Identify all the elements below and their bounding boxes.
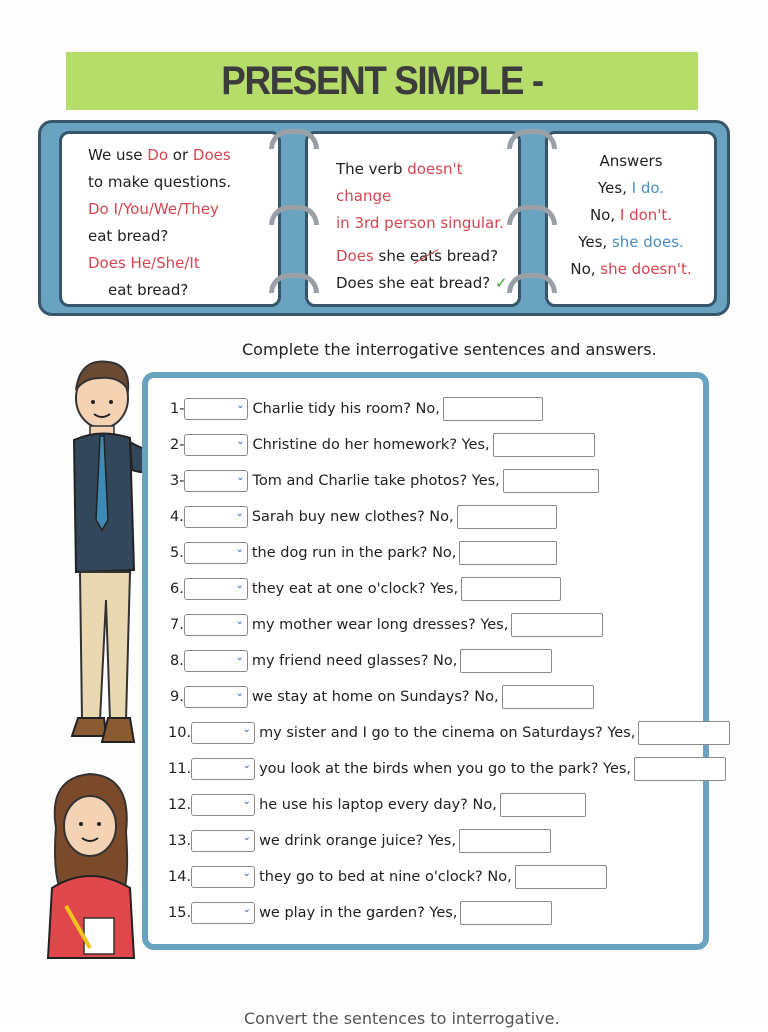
auxiliary-dropdown[interactable] bbox=[191, 722, 255, 744]
question-text: they go to bed at nine o'clock? No, bbox=[259, 869, 512, 885]
item-number: 14. bbox=[168, 869, 192, 885]
doesnt-change-text: doesn't change bbox=[336, 160, 463, 205]
answer-input[interactable] bbox=[457, 505, 557, 529]
exercise-item bbox=[170, 432, 595, 458]
answer-input[interactable] bbox=[502, 685, 594, 709]
question-text: Sarah buy new clothes? No, bbox=[251, 509, 454, 525]
chevron-down-icon[interactable]: ⌄ bbox=[242, 760, 252, 771]
chevron-down-icon[interactable]: ⌄ bbox=[235, 616, 244, 627]
auxiliary-dropdown[interactable] bbox=[184, 398, 248, 420]
answer-3 bbox=[548, 229, 714, 256]
student-illustration-icon bbox=[44, 768, 140, 968]
answer-input[interactable] bbox=[503, 469, 599, 493]
exercise-item bbox=[170, 396, 543, 422]
exercise-item bbox=[170, 576, 561, 602]
answer-text: No, bbox=[570, 260, 601, 278]
answer-text: Yes, bbox=[597, 179, 632, 197]
verb-rule-panel bbox=[305, 131, 521, 307]
answers-panel bbox=[545, 131, 717, 307]
wrong-example bbox=[336, 243, 518, 270]
exercise-item bbox=[168, 756, 726, 782]
question-text: you look at the birds when you go to the park? Yes, bbox=[259, 761, 632, 777]
chevron-down-icon[interactable]: ⌄ bbox=[236, 436, 245, 447]
answer-highlight: she doesn't. bbox=[600, 260, 692, 278]
answer-input[interactable] bbox=[459, 541, 557, 565]
answer-input[interactable] bbox=[493, 433, 595, 457]
chevron-down-icon[interactable]: ⌄ bbox=[236, 472, 245, 483]
auxiliary-dropdown[interactable] bbox=[184, 506, 248, 528]
auxiliary-dropdown[interactable] bbox=[184, 470, 248, 492]
exercise-item bbox=[170, 648, 552, 674]
item-number: 8. bbox=[170, 653, 184, 669]
page-title: PRESENT SIMPLE - bbox=[221, 59, 543, 103]
answer-4 bbox=[548, 256, 714, 283]
correct-example bbox=[336, 270, 518, 297]
item-number: 11. bbox=[168, 761, 192, 777]
answer-input[interactable] bbox=[500, 793, 586, 817]
answer-1 bbox=[548, 175, 714, 202]
chevron-down-icon[interactable]: ⌄ bbox=[235, 652, 244, 663]
answer-input[interactable] bbox=[515, 865, 607, 889]
check-icon: ✓ bbox=[494, 274, 508, 292]
answer-input[interactable] bbox=[511, 613, 603, 637]
example-text: she bbox=[373, 247, 410, 265]
rule-text: The verb bbox=[336, 160, 408, 178]
exercise-item bbox=[170, 684, 594, 710]
grammar-notebook bbox=[38, 120, 730, 316]
title-banner bbox=[66, 52, 698, 110]
answer-highlight: she does. bbox=[611, 233, 684, 251]
does-word: Does bbox=[336, 247, 374, 265]
usage-line-3: Do I/You/We/They bbox=[88, 200, 219, 218]
item-number: 2- bbox=[170, 437, 185, 453]
answer-highlight: I do. bbox=[631, 179, 665, 197]
usage-text: We use bbox=[88, 146, 148, 164]
item-number: 13. bbox=[168, 833, 192, 849]
exercise-item bbox=[168, 900, 552, 926]
exercise-instructions: Complete the interrogative sentences and answers. bbox=[242, 340, 657, 359]
question-text: we stay at home on Sundays? No, bbox=[251, 689, 499, 705]
auxiliary-dropdown[interactable] bbox=[191, 794, 255, 816]
chevron-down-icon[interactable]: ⌄ bbox=[235, 544, 244, 555]
usage-text: or bbox=[168, 146, 193, 164]
exercise-item bbox=[170, 468, 599, 494]
auxiliary-dropdown[interactable] bbox=[191, 758, 255, 780]
exercise-item bbox=[168, 828, 551, 854]
rule-line-1 bbox=[336, 156, 518, 210]
auxiliary-dropdown[interactable] bbox=[184, 614, 248, 636]
example-text: bread? bbox=[442, 247, 499, 265]
item-number: 7. bbox=[170, 617, 184, 633]
answer-input[interactable] bbox=[460, 901, 552, 925]
exercise-item bbox=[168, 792, 586, 818]
chevron-down-icon[interactable]: ⌄ bbox=[236, 400, 245, 411]
rule-line-2: in 3rd person singular. bbox=[336, 214, 504, 232]
usage-line-1 bbox=[88, 142, 278, 169]
answer-input[interactable] bbox=[634, 757, 726, 781]
item-number: 1- bbox=[170, 401, 185, 417]
question-text: he use his laptop every day? No, bbox=[259, 797, 497, 813]
exercise-item bbox=[170, 504, 557, 530]
question-text: Tom and Charlie take photos? Yes, bbox=[252, 473, 500, 489]
next-section-heading: Convert the sentences to interrogative. bbox=[244, 1009, 560, 1028]
auxiliary-dropdown[interactable] bbox=[191, 830, 255, 852]
answer-input[interactable] bbox=[638, 721, 730, 745]
chevron-down-icon[interactable]: ⌄ bbox=[242, 832, 252, 843]
auxiliary-dropdown[interactable] bbox=[191, 902, 255, 924]
answer-input[interactable] bbox=[460, 649, 552, 673]
usage-line-6: eat bread? bbox=[108, 281, 189, 299]
question-text: they eat at one o'clock? Yes, bbox=[251, 581, 459, 597]
answer-highlight: I don't. bbox=[619, 206, 673, 224]
auxiliary-dropdown[interactable] bbox=[184, 434, 248, 456]
question-text: we play in the garden? Yes, bbox=[259, 905, 458, 921]
do-word: Do bbox=[147, 146, 169, 164]
item-number: 3- bbox=[170, 473, 185, 489]
answer-text: Yes, bbox=[578, 233, 612, 251]
item-number: 5. bbox=[170, 545, 184, 561]
question-text: Charlie tidy his room? No, bbox=[252, 401, 440, 417]
exercise-box bbox=[142, 372, 709, 950]
auxiliary-dropdown[interactable] bbox=[184, 578, 248, 600]
does-word: Does bbox=[192, 146, 231, 164]
usage-line-5: Does He/She/It bbox=[88, 254, 200, 272]
answer-input[interactable] bbox=[461, 577, 561, 601]
auxiliary-dropdown[interactable] bbox=[184, 650, 248, 672]
answers-heading: Answers bbox=[599, 152, 663, 170]
auxiliary-dropdown[interactable] bbox=[184, 542, 248, 564]
chevron-down-icon[interactable]: ⌄ bbox=[242, 796, 252, 807]
chevron-down-icon[interactable]: ⌄ bbox=[242, 724, 252, 735]
answer-text: No, bbox=[589, 206, 620, 224]
usage-line-2: to make questions. bbox=[88, 173, 232, 191]
item-number: 12. bbox=[168, 797, 192, 813]
item-number: 10. bbox=[168, 725, 192, 741]
answer-2 bbox=[548, 202, 714, 229]
item-number: 15. bbox=[168, 905, 192, 921]
exercise-item bbox=[168, 864, 607, 890]
chevron-down-icon[interactable]: ⌄ bbox=[242, 904, 252, 915]
auxiliary-dropdown[interactable] bbox=[184, 686, 248, 708]
item-number: 9. bbox=[170, 689, 184, 705]
exercise-item bbox=[170, 540, 557, 566]
question-text: the dog run in the park? No, bbox=[251, 545, 457, 561]
chevron-down-icon[interactable]: ⌄ bbox=[235, 580, 244, 591]
answer-input[interactable] bbox=[459, 829, 551, 853]
exercise-item bbox=[170, 612, 603, 638]
question-text: my friend need glasses? No, bbox=[251, 653, 458, 669]
usage-line-4: eat bread? bbox=[88, 227, 169, 245]
auxiliary-dropdown[interactable] bbox=[191, 866, 255, 888]
question-text: Christine do her homework? Yes, bbox=[252, 437, 490, 453]
usage-panel bbox=[59, 131, 281, 307]
question-text: my mother wear long dresses? Yes, bbox=[251, 617, 509, 633]
chevron-down-icon[interactable]: ⌄ bbox=[235, 508, 244, 519]
example-text: Does she eat bread? bbox=[336, 274, 491, 292]
question-text: we drink orange juice? Yes, bbox=[259, 833, 456, 849]
question-text: my sister and I go to the cinema on Saturdays? Yes, bbox=[259, 725, 636, 741]
item-number: 4. bbox=[170, 509, 184, 525]
item-number: 6. bbox=[170, 581, 184, 597]
chevron-down-icon[interactable]: ⌄ bbox=[242, 868, 252, 879]
crossed-word: eats bbox=[409, 247, 442, 265]
answer-input[interactable] bbox=[443, 397, 543, 421]
exercise-item bbox=[168, 720, 730, 746]
chevron-down-icon[interactable]: ⌄ bbox=[235, 688, 244, 699]
